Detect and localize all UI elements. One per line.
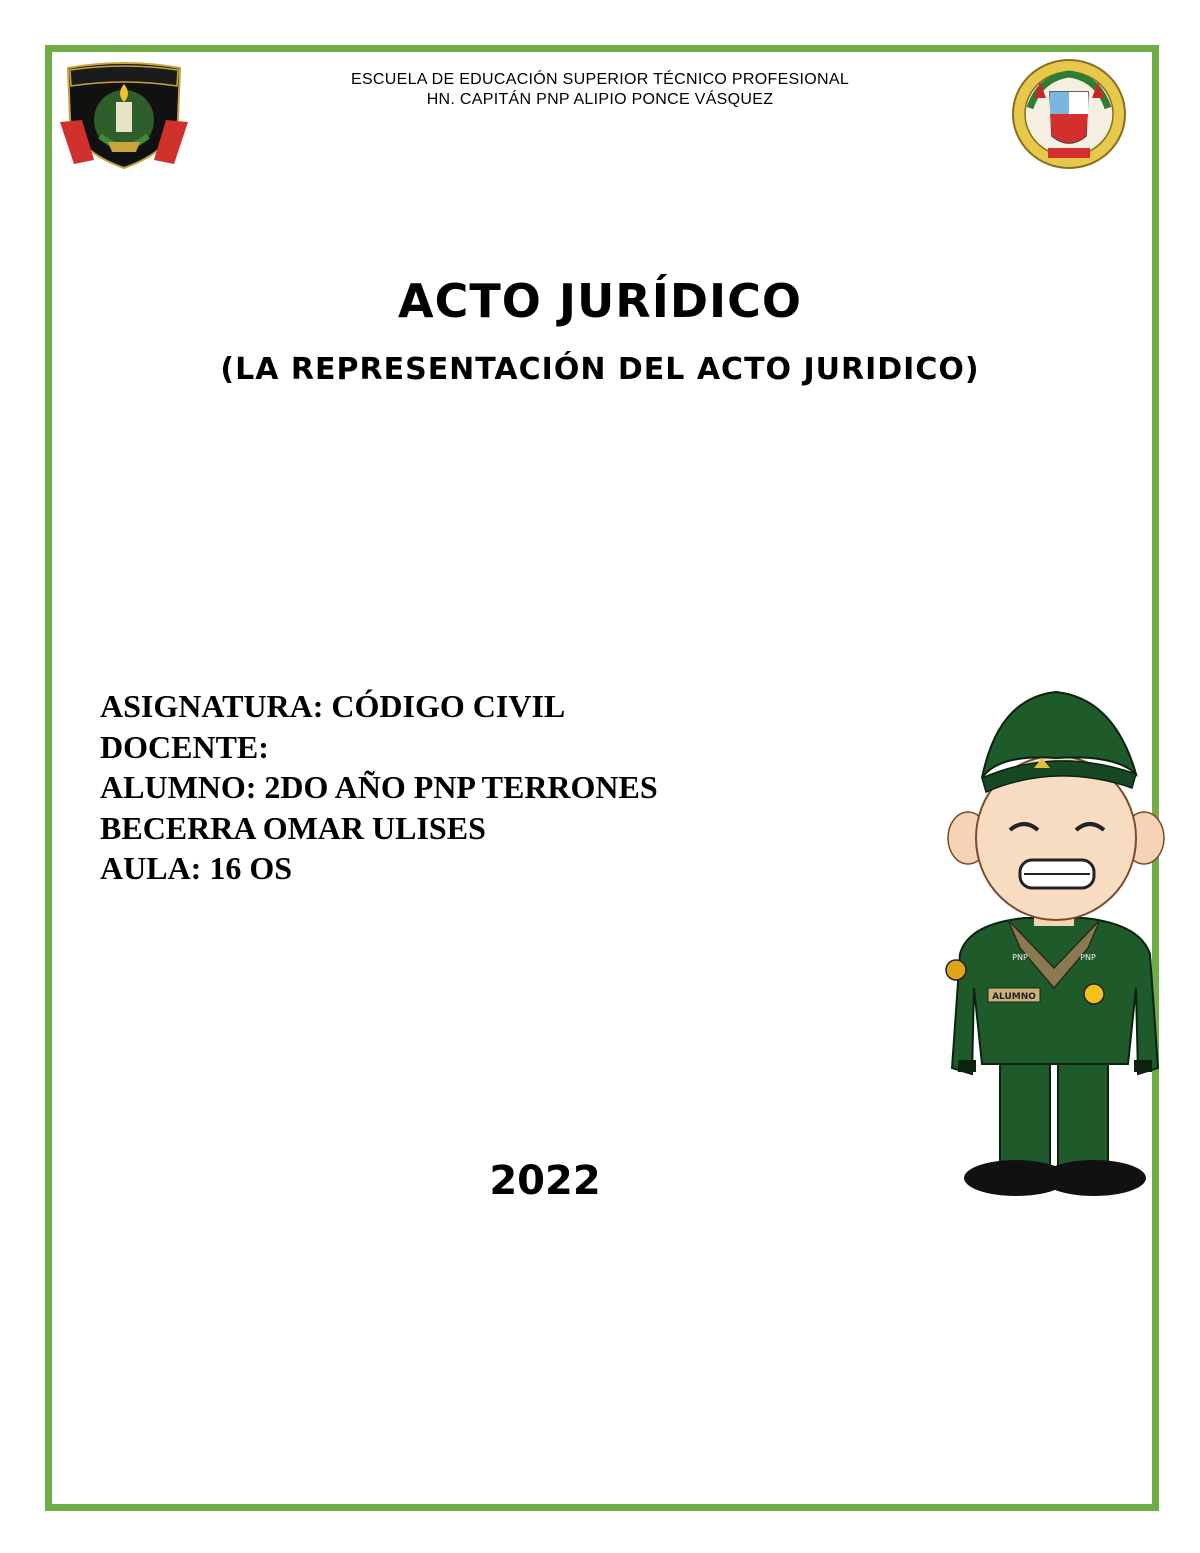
school-name-line1: ESCUELA DE EDUCACIÓN SUPERIOR TÉCNICO PROFESIONAL — [350, 71, 850, 88]
document-title: ACTO JURÍDICO — [397, 274, 803, 328]
student-line: ALUMNO: 2DO AÑO PNP TERRONES — [100, 769, 658, 805]
cadet-mascot-illustration — [938, 688, 1170, 1200]
mascot-collar-text-right: PNP — [1080, 953, 1096, 962]
classroom-line: AULA: 16 OS — [100, 850, 293, 886]
document-subtitle: (LA REPRESENTACIÓN DEL ACTO JURIDICO) — [220, 352, 980, 387]
student-name-line: BECERRA OMAR ULISES — [100, 809, 486, 846]
teacher-line: DOCENTE: — [100, 728, 269, 765]
student-info-block — [100, 686, 860, 889]
year: 2022 — [489, 1158, 601, 1204]
school-header — [0, 70, 1200, 110]
mascot-badge-text: ALUMNO — [992, 992, 1036, 1002]
subject-line: ASIGNATURA: CÓDIGO CIVIL — [100, 688, 566, 724]
mascot-collar-text-left: PNP — [1012, 953, 1028, 962]
school-name-line2: HN. CAPITÁN PNP ALIPIO PONCE VÁSQUEZ — [426, 91, 774, 108]
